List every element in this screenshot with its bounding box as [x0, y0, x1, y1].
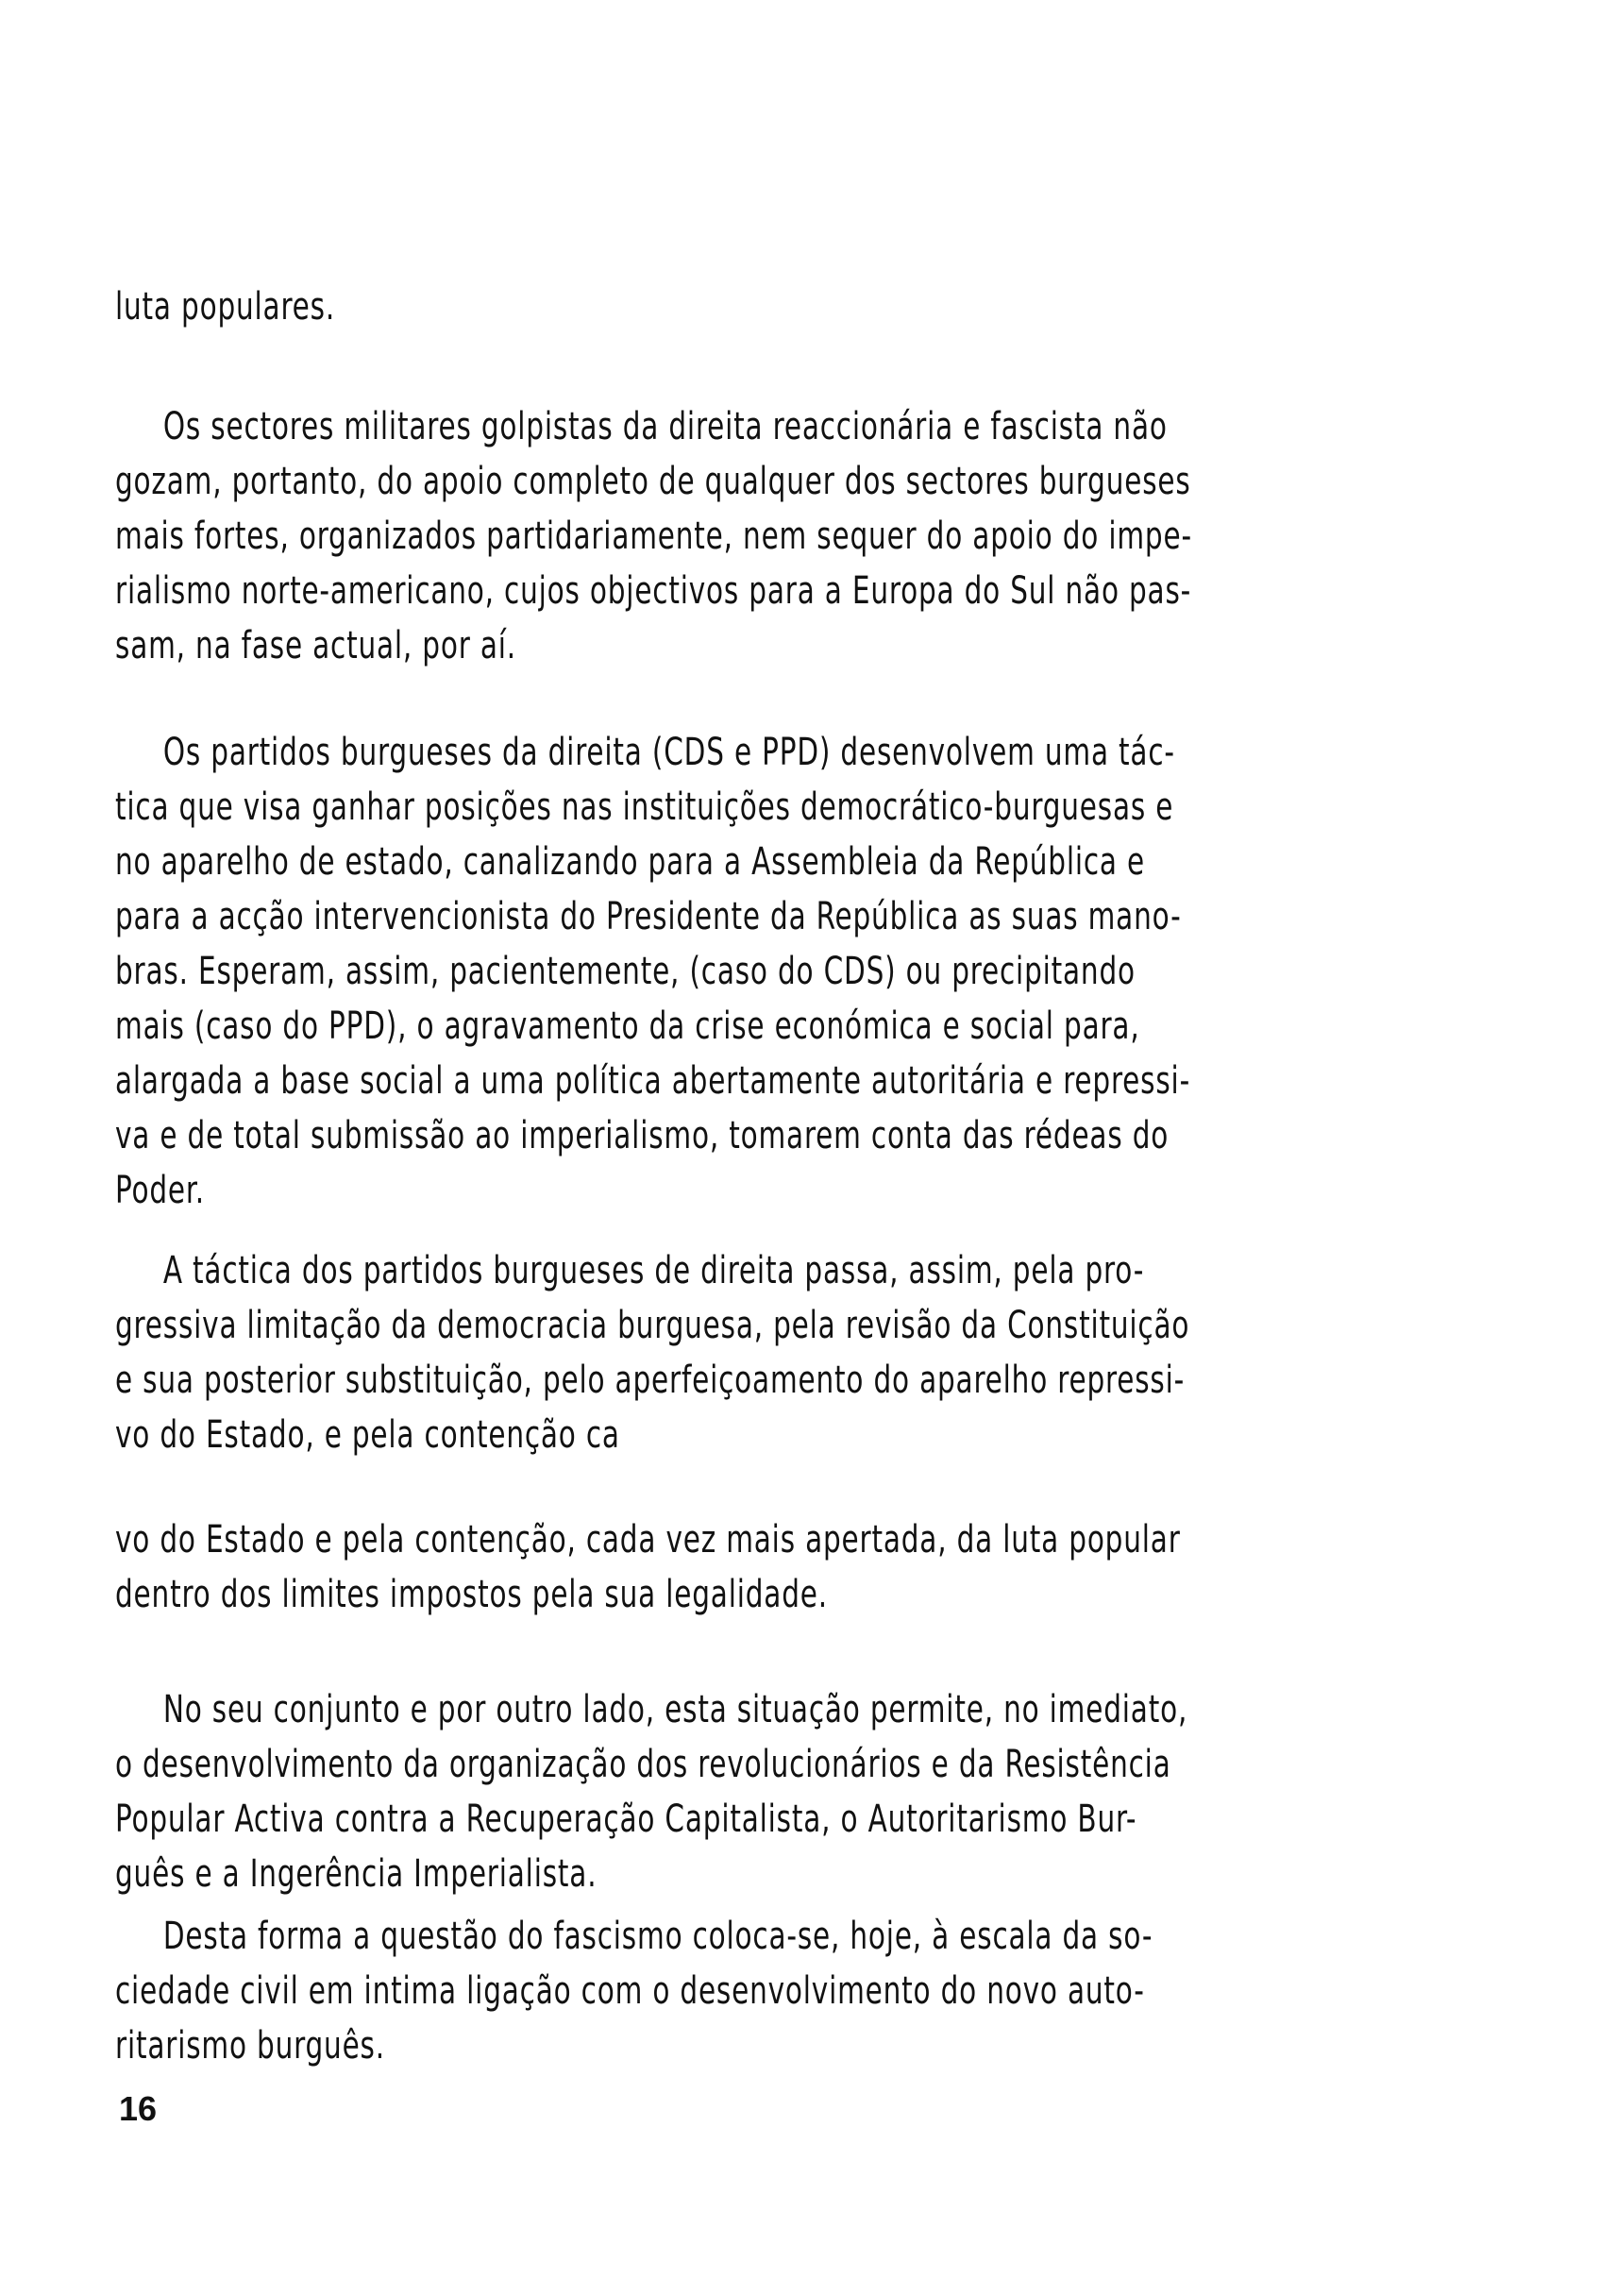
text-line: e sua posterior substituição, pelo aperfeiçoamento do aparelho repressi-	[115, 1359, 1186, 1402]
page-number: 16	[119, 2089, 158, 2128]
text-line: Poder.	[115, 1169, 205, 1212]
text-line: dentro dos limites impostos pela sua legalidade.	[115, 1573, 828, 1616]
text-line: sam, na fase actual, por aí.	[115, 624, 516, 667]
paragraph-3	[115, 725, 1493, 1218]
text-line: tica que visa ganhar posições nas instituições democrático-burguesas e	[115, 785, 1174, 829]
text-line: A táctica dos partidos burgueses de direita passa, assim, pela pro-	[162, 1249, 1145, 1292]
text-line: vo do Estado e pela contenção, cada vez mais apertada, da luta popular	[115, 1518, 1181, 1562]
text-line: Popular Activa contra a Recuperação Capitalista, o Autoritarismo Bur-	[115, 1798, 1137, 1841]
text-line: No seu conjunto e por outro lado, esta situação permite, no imediato,	[162, 1688, 1188, 1731]
paragraph-6	[115, 1682, 1493, 1901]
text-line: no aparelho de estado, canalizando para a Assembleia da República e	[115, 840, 1145, 884]
text-line: Os sectores militares golpistas da direita reaccionária e fascista não	[162, 405, 1168, 448]
text-line: guês e a Ingerência Imperialista.	[115, 1852, 598, 1896]
paragraph-1	[115, 279, 1493, 334]
text-line: gressiva limitação da democracia burguesa, pela revisão da Constituição	[115, 1304, 1190, 1347]
text-line: mais fortes, organizados partidariamente, nem sequer do apoio do impe-	[115, 515, 1192, 558]
text-line: Os partidos burgueses da direita (CDS e PPD) desenvolvem uma tác-	[162, 731, 1175, 774]
text-line: gozam, portanto, do apoio completo de qualquer dos sectores burgueses	[115, 460, 1191, 503]
paragraph-4	[115, 1243, 1493, 1462]
text-line: para a acção intervencionista do Presidente da República as suas mano-	[115, 895, 1182, 938]
text-line: vo do Estado, e pela contenção ca	[115, 1413, 620, 1457]
text-line: luta populares.	[115, 285, 336, 329]
text-line: va e de total submissão ao imperialismo, tomarem conta das rédeas do	[115, 1114, 1170, 1157]
text-line: o desenvolvimento da organização dos revolucionários e da Resistência	[115, 1743, 1171, 1786]
paragraph-7	[115, 1909, 1493, 2073]
text-line: ciedade civil em intima ligação com o desenvolvimento do novo auto-	[115, 1969, 1145, 2013]
text-line: Desta forma a questão do fascismo coloca-se, hoje, à escala da so-	[162, 1915, 1153, 1958]
text-line: mais (caso do PPD), o agravamento da crise económica e social para,	[115, 1004, 1140, 1048]
text-line: rialismo norte-americano, cujos objectivos para a Europa do Sul não pas-	[115, 569, 1192, 613]
paragraph-5	[115, 1512, 1493, 1622]
text-line: ritarismo burguês.	[115, 2024, 385, 2068]
text-line: bras. Esperam, assim, pacientemente, (caso do CDS) ou precipitando	[115, 950, 1136, 993]
text-line: alargada a base social a uma política abertamente autoritária e repressi-	[115, 1059, 1191, 1103]
paragraph-2	[115, 399, 1493, 673]
